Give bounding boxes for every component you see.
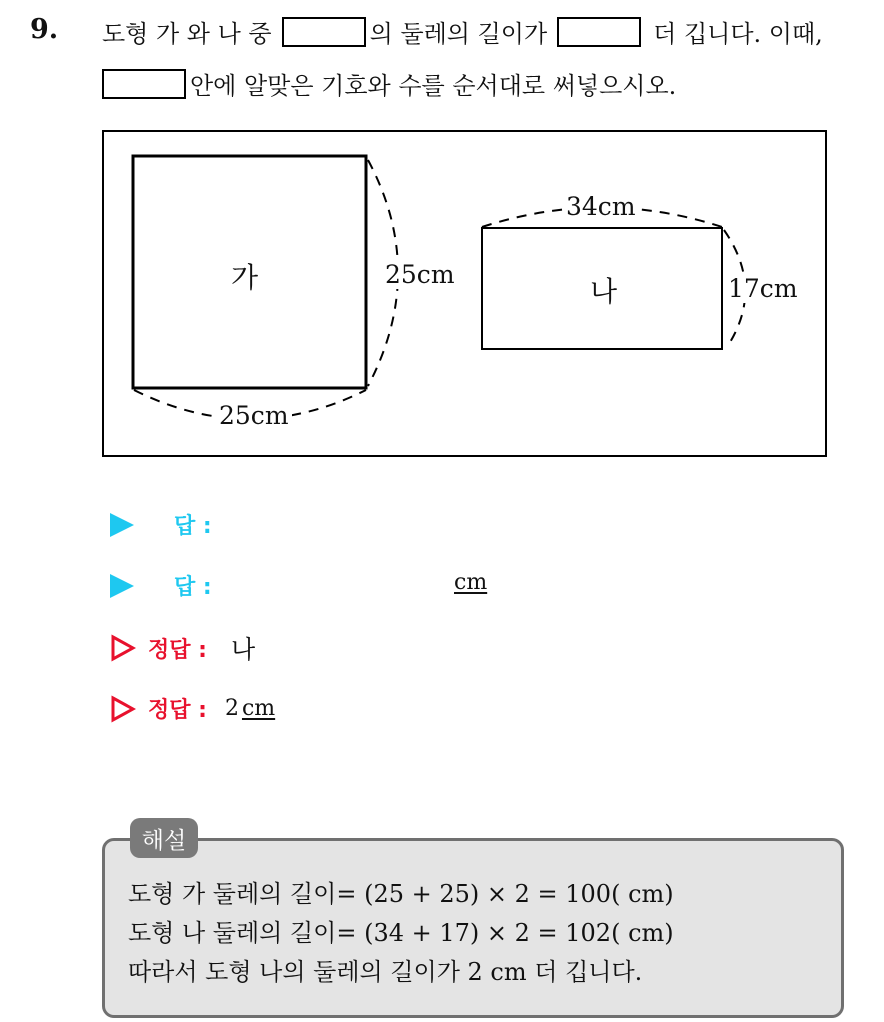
answer-row-1 bbox=[110, 509, 212, 540]
explanation-line-1: 도형 가 둘레의 길이= (25 + 25) × 2 = 100( cm) bbox=[128, 880, 674, 908]
shape-na-side-label: 17cm bbox=[728, 274, 798, 303]
correct-answer-2-value: 2 bbox=[224, 696, 239, 721]
shape-na-top-label: 34cm bbox=[563, 192, 639, 221]
explanation-line-2: 도형 나 둘레의 길이= (34 + 17) × 2 = 102( cm) bbox=[128, 919, 674, 947]
answer-row-2 bbox=[110, 570, 212, 601]
correct-label: 정답 : bbox=[148, 698, 207, 723]
explanation-line-3: 따라서 도형 나의 둘레의 길이가 2 cm 더 깁니다. bbox=[128, 958, 643, 986]
play-triangle-icon bbox=[110, 513, 134, 537]
correct-row-1 bbox=[110, 630, 255, 666]
shape-ga-bottom-label: 25cm bbox=[216, 401, 292, 430]
play-triangle-icon bbox=[110, 574, 134, 598]
answer-unit: cm bbox=[454, 570, 488, 595]
explanation-title: 해설 bbox=[130, 818, 198, 858]
shape-na-label: 나 bbox=[590, 275, 618, 308]
question-number: 9. bbox=[30, 14, 59, 45]
question-text-1b: 의 둘레의 길이가 bbox=[369, 20, 548, 48]
answer-label: 답 : bbox=[174, 575, 212, 600]
question-text-1a: 도형 가 와 나 중 bbox=[102, 20, 272, 48]
correct-label: 정답 : bbox=[148, 637, 207, 663]
outline-triangle-icon bbox=[110, 695, 136, 723]
question-text-2: 안에 알맞은 기호와 수를 순서대로 써넣으시오. bbox=[190, 72, 677, 100]
figure-diagram bbox=[0, 0, 884, 480]
shape-ga-side-label: 25cm bbox=[385, 260, 455, 289]
correct-answer-1: 나 bbox=[230, 635, 256, 664]
outline-triangle-icon bbox=[110, 634, 136, 662]
correct-row-2 bbox=[110, 693, 275, 724]
answer-label: 답 : bbox=[174, 514, 212, 539]
correct-answer-2-unit: cm bbox=[241, 696, 276, 721]
shape-ga-label: 가 bbox=[231, 261, 259, 294]
question-text-1c: 더 깁니다. 이때, bbox=[653, 20, 823, 48]
